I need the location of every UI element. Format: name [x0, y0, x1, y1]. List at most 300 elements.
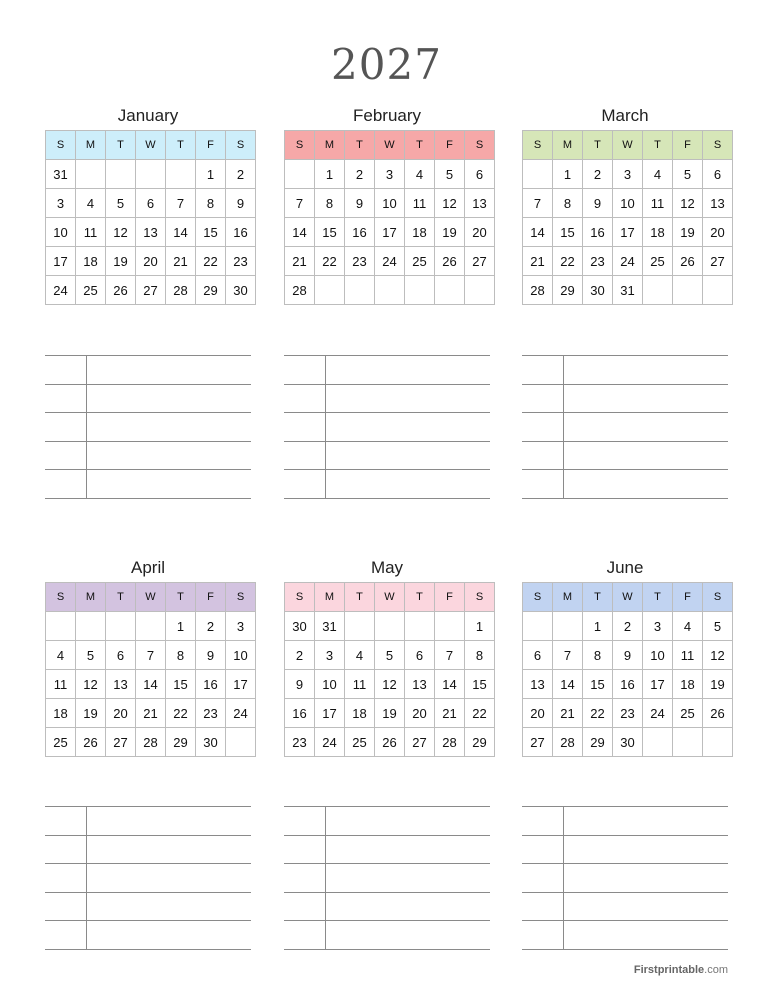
- note-line: [284, 806, 490, 807]
- note-line: [45, 806, 251, 807]
- note-divider: [563, 355, 564, 499]
- day-cell: 16: [345, 218, 375, 247]
- day-cell: 5: [673, 160, 703, 189]
- weekday-label: F: [196, 131, 226, 160]
- day-cell: 14: [523, 218, 553, 247]
- day-cell: 10: [46, 218, 76, 247]
- day-cell: 27: [136, 276, 166, 305]
- month-table: [522, 582, 733, 757]
- note-line: [45, 892, 251, 893]
- day-cell: [285, 160, 315, 189]
- month-title: April: [130, 558, 165, 577]
- note-line: [284, 892, 490, 893]
- weekday-label: S: [226, 583, 256, 612]
- day-cell: [375, 276, 405, 305]
- weekday-label: S: [46, 131, 76, 160]
- day-cell: 20: [465, 218, 495, 247]
- day-cell: 20: [523, 699, 553, 728]
- week-row: [46, 641, 256, 670]
- week-row: [523, 276, 733, 305]
- day-cell: 26: [673, 247, 703, 276]
- day-cell: [76, 612, 106, 641]
- note-line: [45, 920, 251, 921]
- weekday-label: M: [315, 131, 345, 160]
- day-cell: 14: [435, 670, 465, 699]
- day-cell: 26: [76, 728, 106, 757]
- day-cell: 7: [435, 641, 465, 670]
- week-row: [523, 670, 733, 699]
- day-cell: 16: [613, 670, 643, 699]
- day-cell: 9: [196, 641, 226, 670]
- day-cell: 7: [523, 189, 553, 218]
- note-line: [45, 384, 251, 385]
- day-cell: 16: [196, 670, 226, 699]
- week-row: [46, 218, 256, 247]
- day-cell: 11: [643, 189, 673, 218]
- note-line: [284, 412, 490, 413]
- day-cell: 18: [405, 218, 435, 247]
- day-cell: 7: [553, 641, 583, 670]
- day-cell: 2: [583, 160, 613, 189]
- day-cell: 6: [136, 189, 166, 218]
- day-cell: 21: [285, 247, 315, 276]
- day-cell: [553, 612, 583, 641]
- day-cell: 20: [405, 699, 435, 728]
- note-divider: [325, 806, 326, 950]
- weekday-label: S: [523, 583, 553, 612]
- day-cell: 14: [136, 670, 166, 699]
- day-cell: 2: [345, 160, 375, 189]
- week-row: [285, 670, 495, 699]
- day-cell: 28: [166, 276, 196, 305]
- day-cell: 27: [405, 728, 435, 757]
- day-cell: 12: [76, 670, 106, 699]
- day-cell: 5: [435, 160, 465, 189]
- day-cell: 22: [583, 699, 613, 728]
- weekday-label: S: [703, 583, 733, 612]
- week-row: [46, 670, 256, 699]
- day-cell: 23: [226, 247, 256, 276]
- day-cell: [375, 612, 405, 641]
- day-cell: 24: [226, 699, 256, 728]
- weekday-header-row: [46, 583, 256, 612]
- day-cell: 17: [315, 699, 345, 728]
- weekday-label: S: [523, 131, 553, 160]
- day-cell: 29: [196, 276, 226, 305]
- note-line: [522, 949, 728, 950]
- month-table: [284, 582, 495, 757]
- note-divider: [86, 355, 87, 499]
- weekday-label: M: [76, 131, 106, 160]
- day-cell: 30: [196, 728, 226, 757]
- day-cell: 1: [196, 160, 226, 189]
- day-cell: [345, 612, 375, 641]
- month-january: [45, 104, 251, 305]
- weekday-label: T: [106, 583, 136, 612]
- day-cell: 5: [375, 641, 405, 670]
- day-cell: 10: [315, 670, 345, 699]
- day-cell: [703, 276, 733, 305]
- day-cell: 6: [106, 641, 136, 670]
- day-cell: 13: [703, 189, 733, 218]
- weekday-label: F: [196, 583, 226, 612]
- month-title: June: [606, 558, 644, 577]
- day-cell: 15: [583, 670, 613, 699]
- day-cell: 2: [226, 160, 256, 189]
- day-cell: 19: [435, 218, 465, 247]
- weekday-header-row: [46, 131, 256, 160]
- day-cell: 4: [46, 641, 76, 670]
- day-cell: 19: [703, 670, 733, 699]
- note-line: [45, 469, 251, 470]
- day-cell: 25: [405, 247, 435, 276]
- note-line: [522, 863, 728, 864]
- day-cell: 29: [166, 728, 196, 757]
- month-table: [45, 582, 256, 757]
- weekday-label: M: [76, 583, 106, 612]
- weekday-label: T: [583, 583, 613, 612]
- day-cell: 4: [673, 612, 703, 641]
- day-cell: 26: [106, 276, 136, 305]
- day-cell: 17: [226, 670, 256, 699]
- day-cell: 28: [285, 276, 315, 305]
- day-cell: 11: [76, 218, 106, 247]
- day-cell: 3: [613, 160, 643, 189]
- notes-area: [522, 806, 728, 950]
- week-row: [46, 728, 256, 757]
- note-line: [522, 835, 728, 836]
- week-row: [523, 728, 733, 757]
- weekday-header-row: [285, 131, 495, 160]
- week-row: [285, 728, 495, 757]
- weekday-label: W: [613, 131, 643, 160]
- day-cell: 26: [435, 247, 465, 276]
- day-cell: 3: [375, 160, 405, 189]
- day-cell: [106, 612, 136, 641]
- day-cell: [465, 276, 495, 305]
- day-cell: 29: [583, 728, 613, 757]
- day-cell: 30: [613, 728, 643, 757]
- day-cell: [46, 612, 76, 641]
- weekday-header-row: [523, 131, 733, 160]
- day-cell: 31: [315, 612, 345, 641]
- day-cell: [106, 160, 136, 189]
- note-line: [522, 920, 728, 921]
- note-line: [284, 441, 490, 442]
- note-line: [45, 835, 251, 836]
- day-cell: 7: [285, 189, 315, 218]
- note-line: [284, 498, 490, 499]
- day-cell: 27: [703, 247, 733, 276]
- month-table: [522, 130, 733, 305]
- note-line: [45, 441, 251, 442]
- day-cell: 6: [465, 160, 495, 189]
- month-may: [284, 556, 490, 757]
- day-cell: [76, 160, 106, 189]
- month-table: [284, 130, 495, 305]
- day-cell: [315, 276, 345, 305]
- day-cell: 17: [613, 218, 643, 247]
- day-cell: 12: [375, 670, 405, 699]
- day-cell: [673, 276, 703, 305]
- day-cell: 17: [375, 218, 405, 247]
- day-cell: 18: [76, 247, 106, 276]
- notes-area: [284, 355, 490, 499]
- day-cell: 21: [435, 699, 465, 728]
- day-cell: 23: [583, 247, 613, 276]
- week-row: [46, 160, 256, 189]
- day-cell: 27: [523, 728, 553, 757]
- day-cell: 19: [76, 699, 106, 728]
- weekday-label: T: [166, 131, 196, 160]
- weekday-label: F: [673, 131, 703, 160]
- day-cell: 15: [553, 218, 583, 247]
- month-april: [45, 556, 251, 757]
- day-cell: 29: [553, 276, 583, 305]
- day-cell: 16: [583, 218, 613, 247]
- month-title: May: [370, 558, 404, 577]
- day-cell: 5: [106, 189, 136, 218]
- day-cell: 28: [553, 728, 583, 757]
- day-cell: 13: [106, 670, 136, 699]
- day-cell: 21: [553, 699, 583, 728]
- day-cell: 28: [136, 728, 166, 757]
- weekday-label: F: [435, 583, 465, 612]
- day-cell: 28: [523, 276, 553, 305]
- note-line: [45, 355, 251, 356]
- day-cell: 3: [226, 612, 256, 641]
- day-cell: 11: [345, 670, 375, 699]
- weekday-label: T: [643, 131, 673, 160]
- month-title: January: [117, 106, 179, 125]
- note-line: [522, 355, 728, 356]
- day-cell: 22: [553, 247, 583, 276]
- weekday-header-row: [285, 583, 495, 612]
- day-cell: [523, 612, 553, 641]
- day-cell: 6: [405, 641, 435, 670]
- note-line: [284, 384, 490, 385]
- weekday-label: W: [375, 131, 405, 160]
- month-february: [284, 104, 490, 305]
- note-line: [522, 441, 728, 442]
- day-cell: 25: [643, 247, 673, 276]
- day-cell: 15: [166, 670, 196, 699]
- week-row: [285, 699, 495, 728]
- weekday-label: S: [465, 583, 495, 612]
- note-line: [284, 920, 490, 921]
- day-cell: 13: [136, 218, 166, 247]
- day-cell: 7: [166, 189, 196, 218]
- day-cell: 24: [375, 247, 405, 276]
- notes-area: [522, 355, 728, 499]
- weekday-label: T: [583, 131, 613, 160]
- week-row: [46, 612, 256, 641]
- brand-name: Firstprintable: [633, 964, 705, 976]
- day-cell: 1: [315, 160, 345, 189]
- day-cell: 18: [673, 670, 703, 699]
- day-cell: 20: [136, 247, 166, 276]
- month-june: [522, 556, 728, 757]
- day-cell: 8: [553, 189, 583, 218]
- day-cell: 26: [703, 699, 733, 728]
- note-line: [522, 806, 728, 807]
- day-cell: 10: [375, 189, 405, 218]
- day-cell: 8: [166, 641, 196, 670]
- week-row: [46, 699, 256, 728]
- day-cell: [643, 276, 673, 305]
- day-cell: 11: [405, 189, 435, 218]
- day-cell: [523, 160, 553, 189]
- day-cell: 10: [643, 641, 673, 670]
- day-cell: 10: [613, 189, 643, 218]
- weekday-label: T: [106, 131, 136, 160]
- weekday-label: S: [285, 583, 315, 612]
- day-cell: 22: [315, 247, 345, 276]
- note-line: [284, 469, 490, 470]
- day-cell: 13: [523, 670, 553, 699]
- day-cell: 23: [613, 699, 643, 728]
- day-cell: 24: [613, 247, 643, 276]
- year-title: 2027: [331, 40, 442, 89]
- note-line: [284, 835, 490, 836]
- day-cell: [643, 728, 673, 757]
- day-cell: 2: [613, 612, 643, 641]
- day-cell: 29: [465, 728, 495, 757]
- day-cell: 12: [673, 189, 703, 218]
- day-cell: 1: [166, 612, 196, 641]
- day-cell: 23: [196, 699, 226, 728]
- day-cell: 12: [106, 218, 136, 247]
- day-cell: 9: [226, 189, 256, 218]
- weekday-label: T: [643, 583, 673, 612]
- weekday-label: T: [166, 583, 196, 612]
- day-cell: 30: [583, 276, 613, 305]
- brand-footer: [634, 964, 728, 976]
- day-cell: 9: [613, 641, 643, 670]
- day-cell: 8: [196, 189, 226, 218]
- day-cell: 18: [345, 699, 375, 728]
- day-cell: 12: [435, 189, 465, 218]
- day-cell: 9: [285, 670, 315, 699]
- day-cell: 30: [285, 612, 315, 641]
- day-cell: [226, 728, 256, 757]
- day-cell: 14: [166, 218, 196, 247]
- day-cell: 27: [106, 728, 136, 757]
- note-line: [284, 863, 490, 864]
- note-line: [522, 498, 728, 499]
- day-cell: 25: [673, 699, 703, 728]
- day-cell: [435, 276, 465, 305]
- day-cell: [405, 612, 435, 641]
- day-cell: 6: [523, 641, 553, 670]
- weekday-label: M: [315, 583, 345, 612]
- day-cell: 14: [285, 218, 315, 247]
- day-cell: 2: [285, 641, 315, 670]
- day-cell: [703, 728, 733, 757]
- day-cell: 20: [703, 218, 733, 247]
- day-cell: 31: [46, 160, 76, 189]
- day-cell: 17: [46, 247, 76, 276]
- day-cell: 21: [166, 247, 196, 276]
- day-cell: 4: [405, 160, 435, 189]
- day-cell: [136, 160, 166, 189]
- day-cell: 3: [643, 612, 673, 641]
- week-row: [523, 641, 733, 670]
- weekday-label: W: [136, 131, 166, 160]
- day-cell: 1: [465, 612, 495, 641]
- notes-area: [284, 806, 490, 950]
- weekday-label: S: [226, 131, 256, 160]
- day-cell: 20: [106, 699, 136, 728]
- weekday-label: S: [285, 131, 315, 160]
- day-cell: 12: [703, 641, 733, 670]
- week-row: [523, 218, 733, 247]
- day-cell: 8: [465, 641, 495, 670]
- day-cell: 19: [106, 247, 136, 276]
- day-cell: 10: [226, 641, 256, 670]
- day-cell: 24: [315, 728, 345, 757]
- day-cell: 3: [315, 641, 345, 670]
- day-cell: 24: [643, 699, 673, 728]
- weekday-label: S: [703, 131, 733, 160]
- weekday-label: M: [553, 131, 583, 160]
- day-cell: 17: [643, 670, 673, 699]
- notes-area: [45, 355, 251, 499]
- day-cell: [166, 160, 196, 189]
- day-cell: 25: [345, 728, 375, 757]
- day-cell: 5: [76, 641, 106, 670]
- day-cell: 16: [226, 218, 256, 247]
- week-row: [46, 247, 256, 276]
- week-row: [285, 218, 495, 247]
- day-cell: 15: [465, 670, 495, 699]
- month-table: [45, 130, 256, 305]
- brand-suffix: .com: [704, 964, 728, 976]
- month-march: [522, 104, 728, 305]
- day-cell: 24: [46, 276, 76, 305]
- day-cell: 28: [435, 728, 465, 757]
- day-cell: 16: [285, 699, 315, 728]
- weekday-label: F: [435, 131, 465, 160]
- day-cell: 14: [553, 670, 583, 699]
- day-cell: 22: [196, 247, 226, 276]
- day-cell: 30: [226, 276, 256, 305]
- week-row: [285, 276, 495, 305]
- day-cell: 6: [703, 160, 733, 189]
- weekday-label: M: [553, 583, 583, 612]
- note-divider: [86, 806, 87, 950]
- day-cell: 5: [703, 612, 733, 641]
- day-cell: [405, 276, 435, 305]
- day-cell: 8: [583, 641, 613, 670]
- note-line: [45, 498, 251, 499]
- day-cell: 21: [136, 699, 166, 728]
- day-cell: 25: [46, 728, 76, 757]
- note-line: [284, 355, 490, 356]
- weekday-label: W: [613, 583, 643, 612]
- note-line: [522, 412, 728, 413]
- day-cell: 9: [583, 189, 613, 218]
- week-row: [285, 641, 495, 670]
- day-cell: 4: [345, 641, 375, 670]
- weekday-label: T: [405, 131, 435, 160]
- day-cell: 9: [345, 189, 375, 218]
- day-cell: 11: [673, 641, 703, 670]
- week-row: [523, 160, 733, 189]
- day-cell: 22: [166, 699, 196, 728]
- weekday-label: W: [375, 583, 405, 612]
- day-cell: [345, 276, 375, 305]
